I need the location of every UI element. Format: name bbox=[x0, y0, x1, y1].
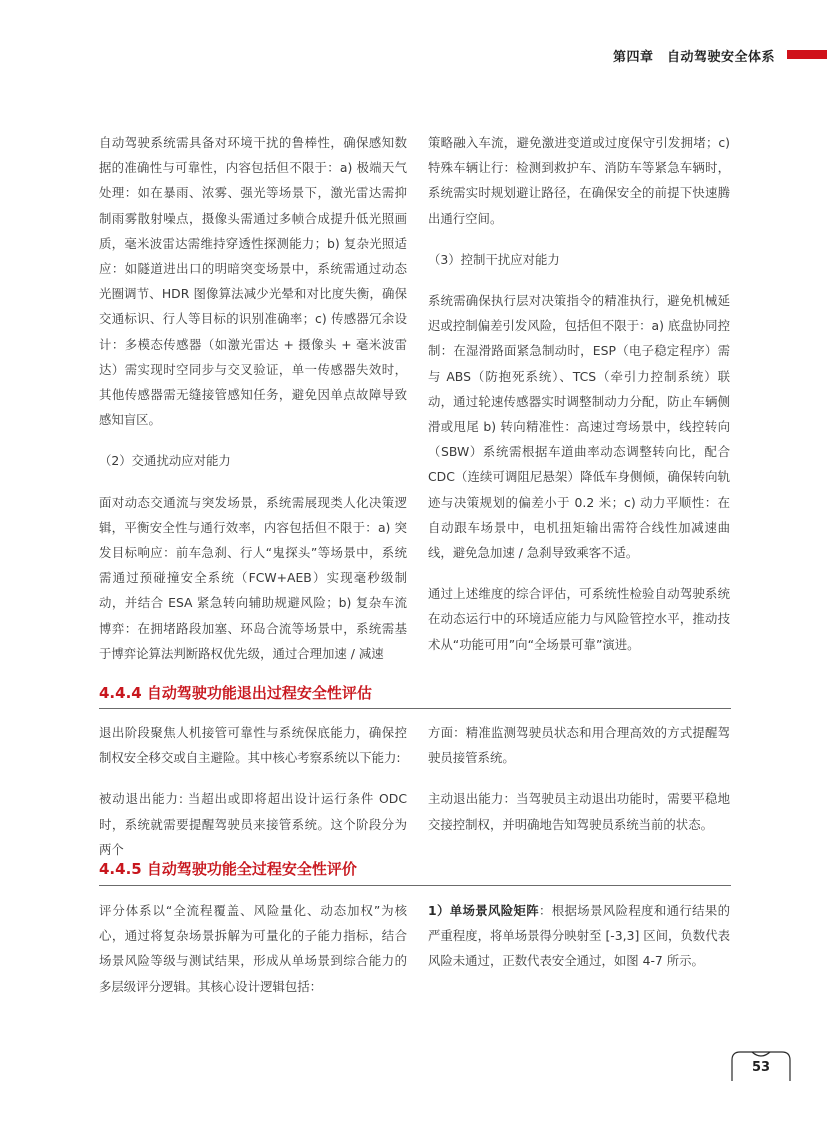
paragraph-exit-stage: 退出阶段聚焦人机接管可靠性与系统保底能力，确保控制权安全移交或自主避险。其中核心考察系统以下能力: bbox=[99, 725, 407, 766]
section-rule-444 bbox=[99, 708, 731, 709]
risk-matrix-text: ：根据场景风险程度和通行结果的严重程度，将单场景得分映射至 [-3,3] 区间，负数代表风险未通过，正数代表安全通过，如图 4-7 所示。 bbox=[428, 903, 730, 969]
subheading-traffic-disturbance: （2）交通扰动应对能力 bbox=[99, 453, 231, 469]
col-left-top bbox=[99, 130, 407, 666]
page-number: 53 bbox=[751, 1060, 771, 1075]
paragraph-passive-exit: 被动退出能力: 当超出或即将超出设计运行条件 ODC 时，系统就需要提醒驾驶员来接管系统。这个阶段分为两个 bbox=[99, 791, 407, 857]
paragraph-scoring-system: 评分体系以“全流程覆盖、风险量化、动态加权”为核心，通过将复杂场景拆解为可量化的子能力指标，结合场景风险等级与测试结果，形成从单场景到综合能力的多层级评分逻辑。其核心设计逻辑包括： bbox=[99, 903, 407, 994]
col-left-445 bbox=[99, 898, 407, 999]
paragraph-traffic-continued: 策略融入车流，避免激进变道或过度保守引发拥堵；c) 特殊车辆让行：检测到救护车、消防车等紧急车辆时，系统需实时规划避让路径，在确保安全的前提下快速腾出通行空间。 bbox=[428, 135, 730, 226]
paragraph-env-robustness: 自动驾驶系统需具备对环境干扰的鲁棒性，确保感知数据的准确性与可靠性，内容包括但不限于：a) 极端天气处理：如在暴雨、浓雾、强光等场景下，激光雷达需抑制雨雾散射噪点，摄像头需通过多帧合成提升低光照画质，毫米波雷达需维持穿透性探测能力；b) 复杂光照适应：如隧道进出口的明暗突变场景中，系统需通过动态光圈调节、HDR 图像算法减少光晕和对比度失衡，确保交通标识、行人等目标的识别准确率；c) 传感器冗余设计：多模态传感器（如激光雷达 + 摄像头 + 毫米波雷达）需实现时空同步与交叉验证，单一传感器失效时，其他传感器需无缝接管感知任务，避免因单点故障导致感知盲区。 bbox=[99, 135, 407, 428]
subheading-control-disturbance: （3）控制干扰应对能力 bbox=[428, 251, 560, 267]
paragraph-control-disturbance: 系统需确保执行层对决策指令的精准执行，避免机械延迟或控制偏差引发风险，包括但不限于：a) 底盘协同控制：在湿滑路面紧急制动时，ESP（电子稳定程序）需与 ABS（防抱死系统）、TCS（牵引力控制系统）联动，通过轮速传感器实时调整制动力分配，防止车辆侧滑或甩尾 b) 转向精准性：高速过弯场景中，线控转向（SBW）系统需根据车道曲率动态调整转向比，配合 CDC（连续可调阻尼悬架）降低车身侧倾，确保转向轨迹与决策规划的偏差小于 0.2 米；c) 动力平顺性：在自动跟车场景中，电机扭矩输出需符合线性加减速曲线，避免急加速 / 急刹导致乘客不适。 bbox=[428, 293, 730, 561]
col-right-445 bbox=[428, 898, 730, 974]
col-right-top bbox=[428, 130, 730, 657]
section-heading-444: 4.4.4 自动驾驶功能退出过程安全性评估 bbox=[99, 684, 372, 702]
risk-matrix-lead: 1）单场景风险矩阵 bbox=[428, 903, 540, 918]
chapter-header-bar bbox=[787, 50, 827, 59]
paragraph-traffic-disturbance: 面对动态交通流与突发场景，系统需展现类人化决策逻辑，平衡安全性与通行效率，内容包括但不限于：a) 突发目标响应：前车急刹、行人“鬼探头”等场景中，系统需通过预碰撞安全系统（FCW+AEB）实现毫秒级制动，并结合 ESA 紧急转向辅助规避风险；b) 复杂车流博弈：在拥堵路段加塞、环岛合流等场景中，系统需基于博弈论算法判断路权优先级，通过合理加速 / 减速 bbox=[99, 494, 407, 661]
section-rule-445 bbox=[99, 885, 731, 886]
col-left-444 bbox=[99, 720, 407, 862]
chapter-header-title: 第四章 自动驾驶安全体系 bbox=[612, 50, 775, 65]
paragraph-summary: 通过上述维度的综合评估，可系统性检验自动驾驶系统在动态运行中的环境适应能力与风险管控水平，推动技术从“功能可用”向“全场景可靠”演进。 bbox=[428, 586, 730, 652]
paragraph-active-exit: 主动退出能力：当驾驶员主动退出功能时，需要平稳地交接控制权，并明确地告知驾驶员系统当前的状态。 bbox=[428, 791, 730, 832]
paragraph-risk-matrix bbox=[428, 898, 730, 974]
page-number-badge bbox=[728, 1048, 794, 1082]
paragraph-passive-exit-continued: 方面：精准监测驾驶员状态和用合理高效的方式提醒驾驶员接管系统。 bbox=[428, 725, 730, 766]
col-right-444 bbox=[428, 720, 730, 837]
section-heading-445: 4.4.5 自动驾驶功能全过程安全性评价 bbox=[99, 860, 357, 878]
